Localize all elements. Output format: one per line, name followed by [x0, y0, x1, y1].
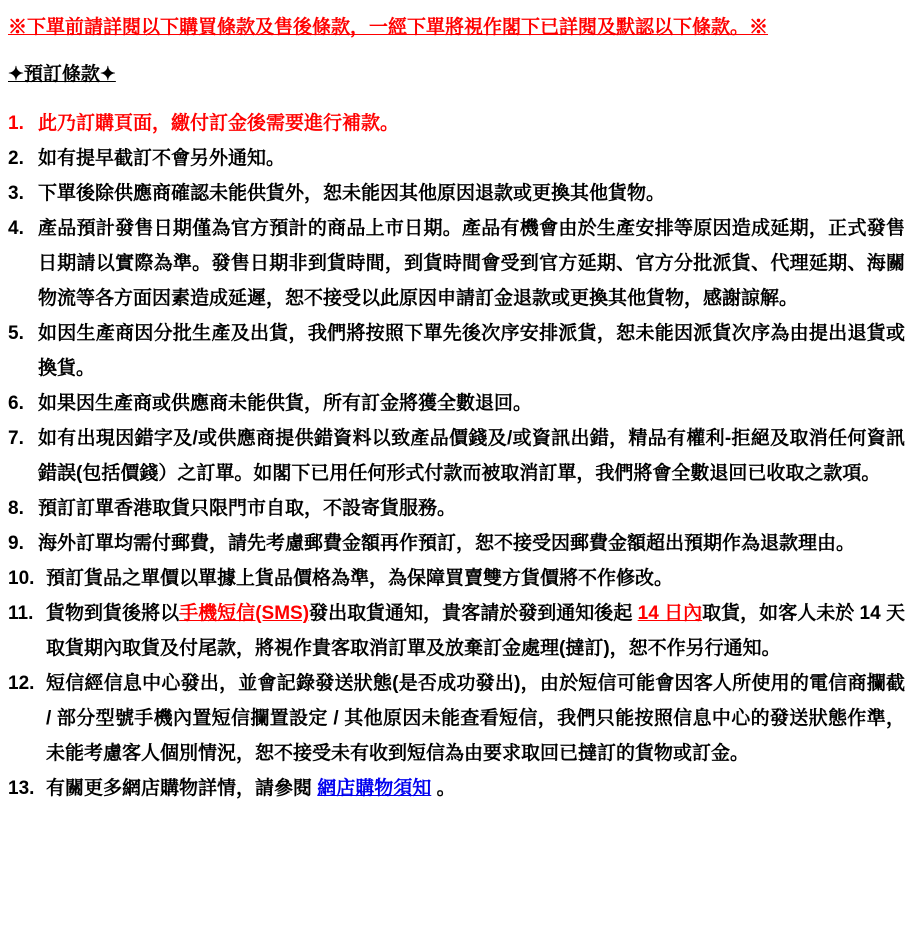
term-number: 12.: [8, 673, 35, 694]
term-text: 如有提早截訂不會另外通知。: [38, 148, 286, 169]
term-item-2: [8, 141, 905, 176]
term-text: 如有出現因錯字及/或供應商提供錯資料以致產品價錢及/或資訊出錯，精品有權利-拒絕及取消任何資訊錯誤(包括價錢）之訂單。如閣下已用任何形式付款而被取消訂單，我們將會全數退回已收取之款項。: [38, 428, 905, 484]
term-text: [46, 596, 905, 666]
pickup-deadline-highlight: 14 日內: [637, 603, 703, 624]
term-text: 如果因生產商或供應商未能供貨，所有訂金將獲全數退回。: [38, 393, 533, 414]
term-text: 下單後除供應商確認未能供貨外，恕未能因其他原因退款或更換其他貨物。: [38, 183, 666, 204]
term-number: 13.: [8, 778, 35, 799]
term-number: 1.: [8, 113, 24, 134]
term-text: 如因生產商因分批生產及出貨，我們將按照下單先後次序安排派貨，恕未能因派貨次序為由提出退貨或換貨。: [38, 323, 905, 379]
term-item-13: [8, 771, 905, 806]
term-text: 海外訂單均需付郵費，請先考慮郵費金額再作預訂，恕不接受因郵費金額超出預期作為退款理由。: [38, 533, 856, 554]
term-number: 4.: [8, 218, 24, 239]
term-text: 短信經信息中心發出，並會記錄發送狀態(是否成功發出)，由於短信可能會因客人所使用的電信商攔截 / 部分型號手機內置短信攔置設定 / 其他原因未能查看短信，我們只能按照信息中心的發送狀態作準，未能考慮客人個別情況，恕不接受未有收到短信為由要求取回已撻訂的貨物或訂金。: [46, 673, 905, 764]
term-text: 預訂訂單香港取貨只限門市自取，不設寄貨服務。: [38, 498, 457, 519]
term-number: 8.: [8, 498, 24, 519]
term-item-7: [8, 421, 905, 491]
term-text: [46, 771, 905, 806]
term-item-6: [8, 386, 905, 421]
term-item-5: [8, 316, 905, 386]
term-number: 11.: [8, 603, 34, 624]
sms-notice-highlight: 手機短信(SMS): [179, 603, 310, 624]
term-number: 10.: [8, 568, 35, 589]
term-number: 6.: [8, 393, 24, 414]
term-number: 3.: [8, 183, 24, 204]
term-item-8: [8, 491, 905, 526]
term-item-3: [8, 176, 905, 211]
term-item-11: [8, 596, 905, 666]
term-text-segment: 貨物到貨後將以: [46, 603, 180, 624]
term-item-1: [8, 106, 905, 141]
term-item-12: [8, 666, 905, 771]
term-text: 產品預計發售日期僅為官方預計的商品上市日期。產品有機會由於生產安排等原因造成延期，正式發售日期請以實際為準。發售日期非到貨時間，到貨時間會受到官方延期、官方分批派貨、代理延期、海關物流等各方面因素造成延遲，恕不接受以此原因申請訂金退款或更換其他貨物，感謝諒解。: [38, 218, 905, 309]
term-number: 7.: [8, 428, 24, 449]
term-item-4: [8, 211, 905, 316]
purchase-terms-warning: ※下單前請詳閱以下購買條款及售後條款，一經下單將視作閣下已詳閱及默認以下條款。※: [8, 17, 769, 38]
term-text-segment: 發出取貨通知，貴客請於發到通知後起: [309, 603, 638, 624]
terms-list: [8, 106, 905, 806]
term-number: 2.: [8, 148, 24, 169]
term-text-segment: 取貨，如客人未於 14 天取貨期內取貨及付尾款，將視作貴客取消訂單及放棄訂金處理(撻訂)，恕不作另行通知。: [46, 603, 905, 659]
term-number: 5.: [8, 323, 24, 344]
term-text-segment: 。: [431, 778, 456, 799]
term-number: 9.: [8, 533, 24, 554]
term-item-10: [8, 561, 905, 596]
term-text: 預訂貨品之單價以單據上貨品價格為準，為保障買賣雙方貨價將不作修改。: [46, 568, 674, 589]
section-title-preorder-terms: ✦預訂條款✦: [8, 64, 116, 85]
term-text: 此乃訂購頁面，繳付訂金後需要進行補款。: [38, 113, 400, 134]
term-item-9: [8, 526, 905, 561]
store-shopping-guide-link[interactable]: 網店購物須知: [317, 778, 432, 799]
term-text-segment: 有關更多網店購物詳情，請參閱: [46, 778, 318, 799]
